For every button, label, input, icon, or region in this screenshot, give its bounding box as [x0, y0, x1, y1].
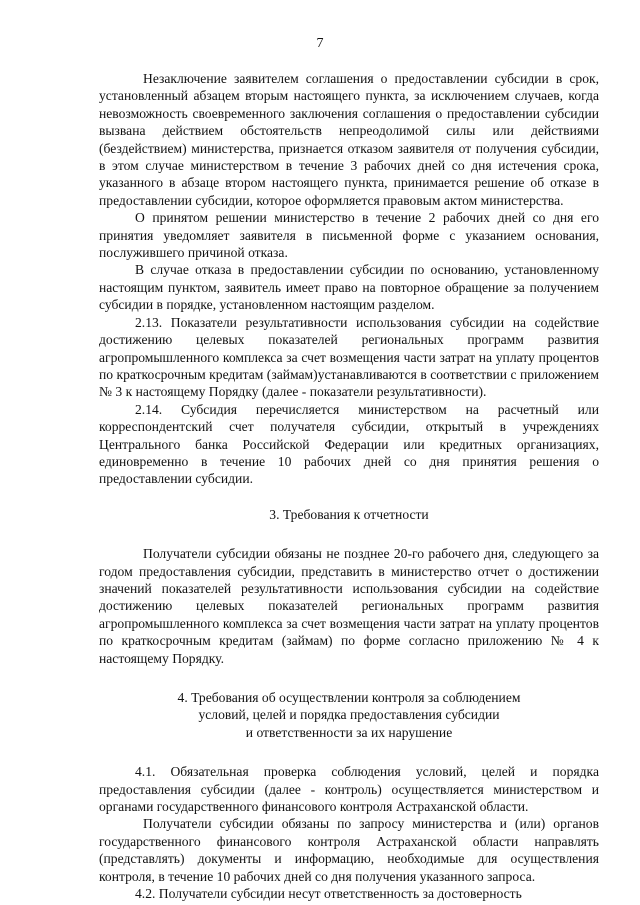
paragraph-nonconclusion: Незаключение заявителем соглашения о предоставлении субсидии в срок, установленный абзацем вторым настоящего пункта, за исключением случаев, когда невозможность своевременного заключения соглашения о предоставлении субсидии вызвана действием обстоятельств непреодолимой силы или действиями (бездействием) министерства, признается отказом заявителя от получения субсидии, в этом случае министерством в течение 3 рабочих дней со дня истечения срока, указанного в абзаце втором настоящего пункта, принимается решение об отказе в предоставлении субсидии, которое оформляется правовым актом министерства. [99, 71, 599, 208]
paragraph-4-2: 4.2. Получатели субсидии несут ответственность за достоверность [135, 886, 522, 902]
section-title-3: 3. Требования к отчетности [269, 506, 429, 522]
paragraph-recipient-obligations: Получатели субсидии обязаны по запросу министерства и (или) органов государственного финансового контроля Астраханской области направлять (представлять) документы и информацию, необходимые для осуществления контроля, в течение 10 рабочих дней со дня получения указанного запроса. [99, 816, 599, 884]
paragraph-4-1: 4.1. Обязательная проверка соблюдения условий, целей и порядка предоставления субсидии (далее - контроль) осуществляется министерством и органами государственного финансового контроля Астраханской области. [99, 764, 599, 815]
paragraph-decision-notice: О принятом решении министерство в течение 2 рабочих дней со дня его принятия уведомляет заявителя в письменной форме с указанием основания, послужившего причиной отказа. [99, 210, 599, 261]
paragraph-reporting: Получатели субсидии обязаны не позднее 20-го рабочего дня, следующего за годом предоставления субсидии, представить в министерство отчет о достижении значений показателей результативности использования субсидии на содействие достижению целевых показателей региональных программ развития агропромышленного комплекса за счет возмещения части затрат на уплату процентов по краткосрочным кредитам (займам) по форме согласно приложению № 4 к настоящему Порядку. [99, 546, 599, 666]
section-title-4-line-2: условий, целей и порядка предоставления субсидии [198, 707, 500, 723]
section-title-4-line-1: 4. Требования об осуществлении контроля за соблюдением [177, 690, 521, 705]
paragraph-refusal-reapply: В случае отказа в предоставлении субсидии по основанию, установленному настоящим пунктом, заявитель имеет право на повторное обращение за получением субсидии в порядке, установленном настоящим разделом. [99, 262, 599, 313]
document-body [99, 70, 599, 902]
section-title-4-line-3: и ответственности за их нарушение [245, 724, 453, 740]
page-number: 7 [316, 36, 324, 51]
paragraph-2-13: 2.13. Показатели результативности использования субсидии на содействие достижению целевых показателей региональных программ развития агропромышленного комплекса за счет возмещения части затрат на уплату процентов по краткосрочным кредитам (займам)устанавливаются в соответствии с приложением № 3 к настоящему Порядку (далее - показатели результативности). [99, 314, 599, 400]
paragraph-2-14: 2.14. Субсидия перечисляется министерством на расчетный или корреспондентский счет получателя субсидии, открытый в учреждениях Центрального банка Российской Федерации или кредитных организациях, единовременно в течение 10 рабочих дней со дня принятия решения о предоставлении субсидии. [99, 401, 599, 487]
